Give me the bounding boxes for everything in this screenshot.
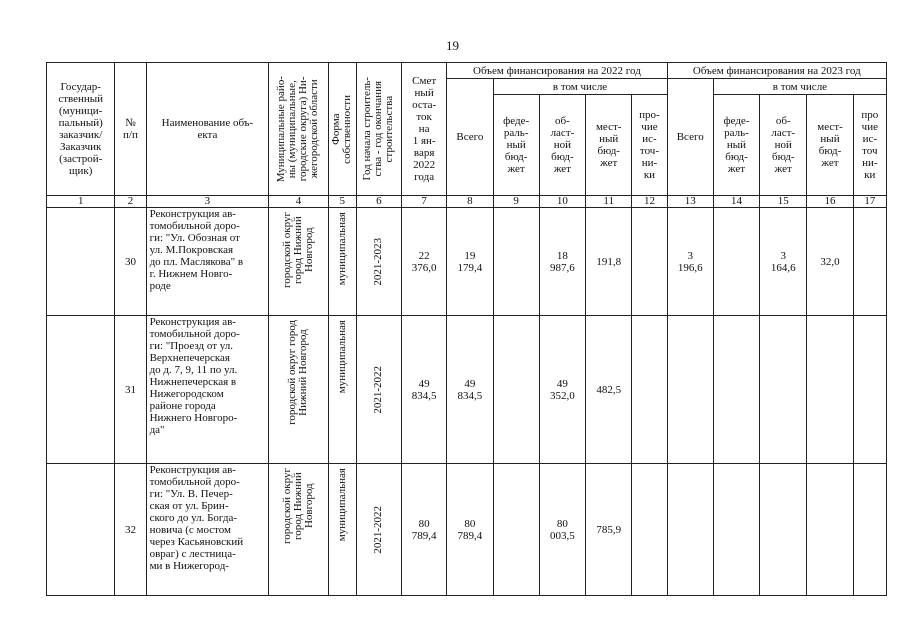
row-district-cell bbox=[269, 316, 328, 464]
row-local-2022: 191,8 bbox=[586, 208, 632, 316]
row-years-cell bbox=[356, 208, 401, 316]
row-total-2022: 19 179,4 bbox=[447, 208, 493, 316]
row-years: 2021-2023 bbox=[372, 237, 385, 286]
column-number: 9 bbox=[493, 196, 539, 208]
column-number: 11 bbox=[586, 196, 632, 208]
header-ownership-cell bbox=[328, 63, 356, 196]
column-number: 5 bbox=[328, 196, 356, 208]
header-ownership: Форма собственности bbox=[330, 94, 354, 164]
header-including-2023: в том числе bbox=[713, 79, 886, 95]
column-number: 17 bbox=[853, 196, 886, 208]
row-regional-2022: 18 987,6 bbox=[539, 208, 585, 316]
header-years-cell bbox=[356, 63, 401, 196]
row-years-cell bbox=[356, 316, 401, 464]
row-total-2023 bbox=[667, 464, 713, 596]
row-regional-2022: 80 003,5 bbox=[539, 464, 585, 596]
row-regional-2023 bbox=[760, 316, 807, 464]
column-number: 8 bbox=[447, 196, 493, 208]
row-district: городской округ город Нижний Новгород bbox=[286, 320, 310, 425]
row-num: 30 bbox=[115, 208, 146, 316]
row-ownership: муниципальная bbox=[335, 468, 348, 542]
row-district: городской округ город Нижний Новгород bbox=[280, 468, 315, 545]
row-estimate: 49 834,5 bbox=[402, 316, 447, 464]
row-ownership: муниципальная bbox=[335, 320, 348, 394]
row-total-2022: 49 834,5 bbox=[447, 316, 493, 464]
row-ownership-cell bbox=[328, 316, 356, 464]
row-local-2022: 785,9 bbox=[586, 464, 632, 596]
row-federal-2022 bbox=[493, 316, 539, 464]
row-district-cell bbox=[269, 208, 328, 316]
row-other-2022 bbox=[632, 208, 667, 316]
row-regional-2022: 49 352,0 bbox=[539, 316, 585, 464]
column-number: 12 bbox=[632, 196, 667, 208]
header-total-2022: Всего bbox=[447, 79, 493, 196]
header-federal-2023: феде- раль- ный бюд- жет bbox=[713, 95, 759, 196]
row-other-2023 bbox=[853, 208, 886, 316]
header-fin-2023: Объем финансирования на 2023 год bbox=[667, 63, 886, 79]
financing-table bbox=[46, 62, 887, 596]
column-number: 4 bbox=[269, 196, 328, 208]
header-regional-2023: об- ласт- ной бюд- жет bbox=[760, 95, 807, 196]
row-ownership-cell bbox=[328, 208, 356, 316]
header-district-cell bbox=[269, 63, 328, 196]
column-number: 2 bbox=[115, 196, 146, 208]
row-district-cell bbox=[269, 464, 328, 596]
row-other-2022 bbox=[632, 316, 667, 464]
column-number: 10 bbox=[539, 196, 585, 208]
row-other-2022 bbox=[632, 464, 667, 596]
column-number: 7 bbox=[402, 196, 447, 208]
row-federal-2023 bbox=[713, 208, 759, 316]
header-local-2023: мест- ный бюд- жет bbox=[807, 95, 853, 196]
row-federal-2023 bbox=[713, 316, 759, 464]
row-local-2023: 32,0 bbox=[807, 208, 853, 316]
table-row bbox=[47, 316, 887, 464]
column-number: 13 bbox=[667, 196, 713, 208]
header-estimate: Смет ный оста- ток на 1 ян- варя 2022 года bbox=[402, 63, 447, 196]
header-total-2023: Всего bbox=[667, 79, 713, 196]
header-including-2022: в том числе bbox=[493, 79, 667, 95]
header-district: Муниципальные райо- ны (муниципальные, городские округа) Ни- жегородской области bbox=[275, 75, 321, 183]
column-number: 14 bbox=[713, 196, 759, 208]
row-estimate: 22 376,0 bbox=[402, 208, 447, 316]
column-number: 3 bbox=[146, 196, 269, 208]
header-local-2022: мест- ный бюд- жет bbox=[586, 95, 632, 196]
column-number: 6 bbox=[356, 196, 401, 208]
row-total-2023 bbox=[667, 316, 713, 464]
row-other-2023 bbox=[853, 316, 886, 464]
row-other-2023 bbox=[853, 464, 886, 596]
header-fin-2022: Объем финансирования на 2022 год bbox=[447, 63, 667, 79]
header-other-2022: про- чие ис- точ- ни- ки bbox=[632, 95, 667, 196]
row-local-2023 bbox=[807, 316, 853, 464]
header-regional-2022: об- ласт- ной бюд- жет bbox=[539, 95, 585, 196]
row-total-2023: 3 196,6 bbox=[667, 208, 713, 316]
header-object-name: Наименование объ- екта bbox=[146, 63, 269, 196]
row-customer bbox=[47, 208, 115, 316]
row-total-2022: 80 789,4 bbox=[447, 464, 493, 596]
header-years: Год начала строитель- ства - год окончания строительства bbox=[361, 77, 396, 181]
row-ownership: муниципальная bbox=[335, 212, 348, 286]
row-customer bbox=[47, 316, 115, 464]
column-number: 1 bbox=[47, 196, 115, 208]
header-num: № п/п bbox=[115, 63, 146, 196]
row-federal-2022 bbox=[493, 464, 539, 596]
table-row bbox=[47, 208, 887, 316]
row-num: 31 bbox=[115, 316, 146, 464]
row-local-2022: 482,5 bbox=[586, 316, 632, 464]
row-estimate: 80 789,4 bbox=[402, 464, 447, 596]
row-federal-2022 bbox=[493, 208, 539, 316]
row-object-name: Реконструкция ав- томобильной доро- ги: "Ул. В. Печер- ская от ул. Брин- ского до ул. Богда- новича (с мостом через Касьяновский овраг) с лестница- ми в Нижегород- bbox=[146, 464, 269, 596]
header-customer: Государ- ственный (муници- пальный) заказчик/ Заказчик (застрой- щик) bbox=[47, 63, 115, 196]
page-number: 19 bbox=[446, 38, 459, 53]
row-years: 2021-2022 bbox=[372, 505, 385, 554]
row-district: городской округ город Нижний Новгород bbox=[280, 212, 315, 289]
row-regional-2023: 3 164,6 bbox=[760, 208, 807, 316]
row-federal-2023 bbox=[713, 464, 759, 596]
row-object-name: Реконструкция ав- томобильной доро- ги: "Проезд от ул. Верхнепечерская до д. 7, 9, 11 по ул. Нижнепечерская в Нижегородском районе города Нижнего Новгоро- да" bbox=[146, 316, 269, 464]
row-years: 2021-2022 bbox=[372, 365, 385, 414]
column-number: 15 bbox=[760, 196, 807, 208]
header-other-2023: про чие ис- точ ни- ки bbox=[853, 95, 886, 196]
table-row bbox=[47, 464, 887, 596]
row-customer bbox=[47, 464, 115, 596]
column-number: 16 bbox=[807, 196, 853, 208]
column-numbers-row bbox=[47, 196, 887, 208]
row-years-cell bbox=[356, 464, 401, 596]
row-ownership-cell bbox=[328, 464, 356, 596]
row-local-2023 bbox=[807, 464, 853, 596]
header-federal-2022: феде- раль- ный бюд- жет bbox=[493, 95, 539, 196]
row-num: 32 bbox=[115, 464, 146, 596]
row-regional-2023 bbox=[760, 464, 807, 596]
row-object-name: Реконструкция ав- томобильной доро- ги: "Ул. Обозная от ул. М.Покровская до пл. Маслякова" в г. Нижнем Новго- роде bbox=[146, 208, 269, 316]
